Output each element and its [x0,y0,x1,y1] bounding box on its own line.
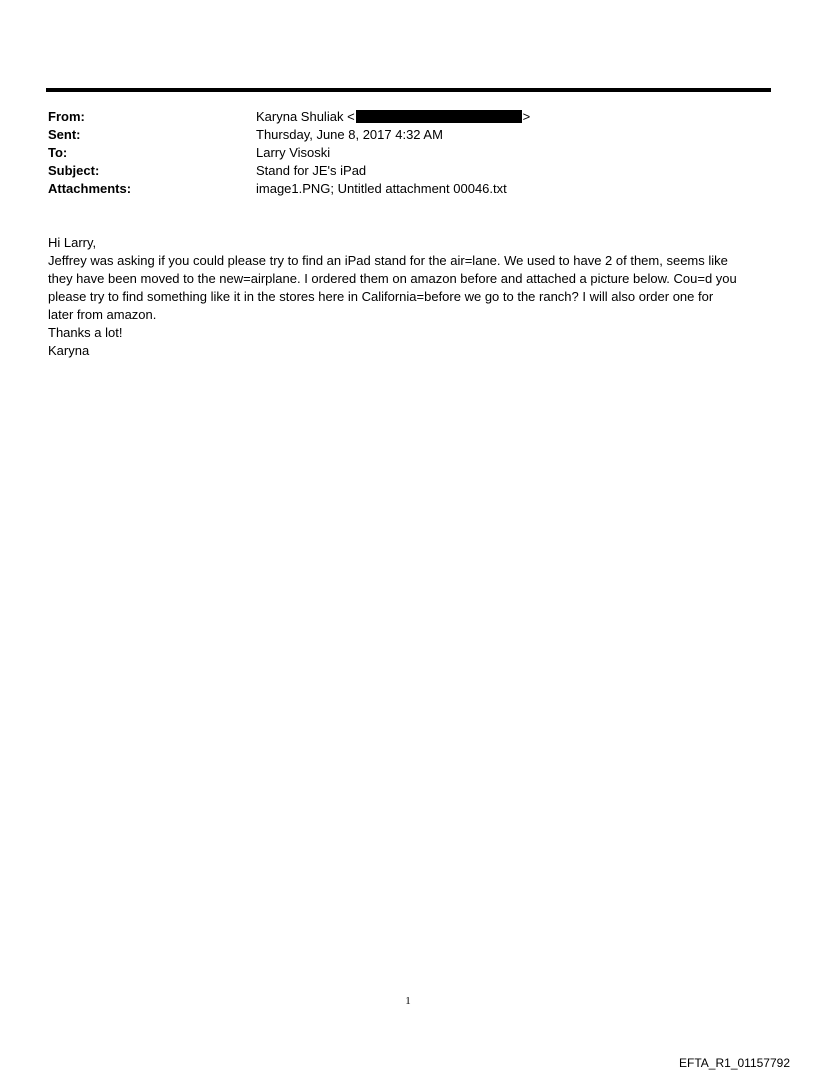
sender-name: Karyna Shuliak [256,108,344,124]
sent-row [48,125,748,143]
sent-label: Sent: [48,126,81,142]
subject-label: Subject: [48,162,100,178]
sent-value: Thursday, June 8, 2017 4:32 AM [256,126,443,142]
redaction-box [356,110,522,123]
body-line: Jeffrey was asking if you could please try to find an iPad stand for the air=lane. We used to have 2 of them, seems like [48,253,728,268]
to-value: Larry Visoski [256,144,331,160]
attachments-value: image1.PNG; Untitled attachment 00046.txt [256,180,507,196]
email-close-bracket: > [522,108,531,124]
from-value [256,109,530,124]
body-line: please try to find something like it in the stores here in California=before we go to the ranch? I will also order one for [48,289,714,304]
greeting: Hi Larry, [48,235,97,250]
header-rule [46,88,771,92]
subject-row [48,161,748,179]
attachments-label: Attachments: [48,180,132,196]
to-row [48,143,748,161]
closing: Thanks a lot! [48,325,123,340]
attachments-row [48,179,748,197]
subject-value: Stand for JE's iPad [256,162,367,178]
email-open-bracket: < [347,108,355,124]
document-id: EFTA_R1_01157792 [679,1056,790,1070]
page-number: 1 [405,995,411,1007]
body-line: they have been moved to the new=airplane. I ordered them on amazon before and attached a picture below. Cou=d you [48,271,737,286]
from-label: From: [48,108,85,124]
to-label: To: [48,144,68,160]
email-body [48,234,768,360]
body-line: later from amazon. [48,307,157,322]
signature: Karyna [48,343,90,358]
email-header [48,107,748,197]
from-row [48,107,748,125]
